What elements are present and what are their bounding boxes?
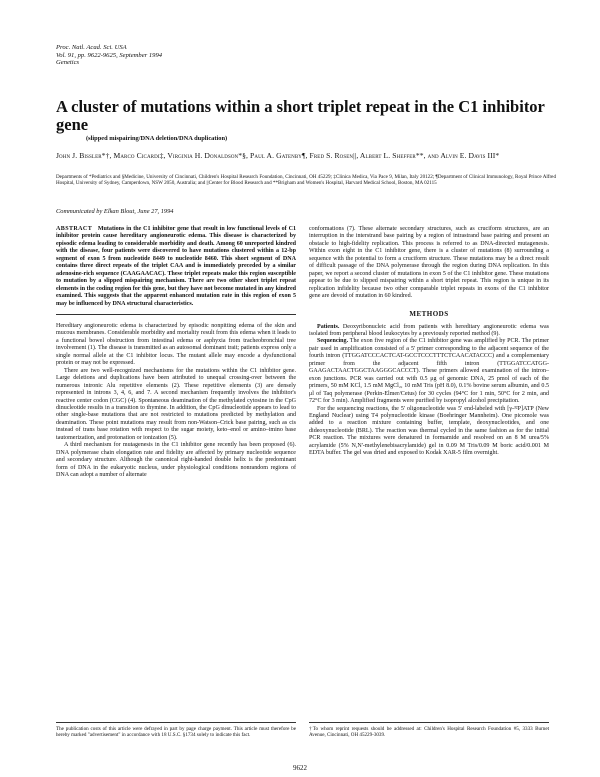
sequencing-text: The exon five region of the C1 inhibitor gene was amplified by PCR. The primer pair used in amplification consisted of a 5' primer corresponding to the adjacent sequence of the fourth intron (TTGGATCCCACTCAT-GCCTCCCTTTCTCAACATACCC) and a complementary primer from the adjacent fifth intron (TTGGATCCATGG-GAAGACTAACTGGCTAAGGGCACCCT). These primers allowed examination of the intron–exon junctions. PCR was carried out with 0.5 μg of genomic DNA, 25 pmol of each of the primers, 50 mM KCl, 1.5 mM MgCl₂, 10 mM Tris (pH 8.0), 0.1% bovine serum albumin, and 0.5 μl of Taq polymerase (Perkin-Elmer/Cetus) for 30 cycles (94°C for 1 min, 50°C for 2 min, and 72°C for 3 min). Amplified fragments were purified by isopropyl alcohol precipitation. <box>309 338 549 405</box>
intro-paragraph: There are two well-recognized mechanisms for the mutations within the C1 inhibitor gene. Large deletions and duplications have been attributed to unequal crossing-over between the numerous intronic Alu repetitive elements (2). These repetitive elements (3) are densely represented in introns 3, 4, 6, and 7. A second mechanism frequently involves the inhibitor's reactive center codon (CGC) (4). Spontaneous deamination of the methylated cytosine in the CpG dinucleotide results in a transition to thymine. In addition, the CpG dinucleotide appears to lead to other single-base mutations that are not restricted to mutations predicted by methylation and deamination. These point mutations may result from non-Watson–Crick base pairing, such as cis instead of trans base rotation with respect to the sugar moiety, keto–enol or amino–imino base tautomerization, and protonation or ionization (5). <box>56 367 296 441</box>
communicated-by: Communicated by Elkan Blout, June 27, 1994 <box>56 208 174 215</box>
abstract-label: ABSTRACT <box>56 226 93 232</box>
keywords: (slipped mispairing/DNA deletion/DNA duplication) <box>86 135 228 142</box>
author-list: John J. Bissler*†, Marco Cicardi‡, Virginia H. Donaldson*§, Paul A. Gatenby¶, Fred S. Rosen||, Albert L. Sheffer**, and Alvin E. Davis III* <box>56 151 500 160</box>
left-column <box>56 226 296 480</box>
paper-title: A cluster of mutations within a short triplet repeat in the C1 inhibitor gene <box>56 97 545 134</box>
patients-label: Patients. <box>317 323 340 330</box>
intro-paragraph: Hereditary angioneurotic edema is characterized by episodic nonpitting edema of the skin and mucous membranes. Considerable morbidity and mortality result from this edema when it leads to a functional bowel obstruction from intestinal edema or asphyxia from tracheobronchial tree involvement (1). The disease is transmitted as an autosomal dominant trait; patients express only a single normal allele at the C1 inhibitor locus. The mutant allele may encode a dysfunctional protein or may not be expressed. <box>56 322 296 367</box>
journal-section: Genetics <box>56 59 80 67</box>
journal-volume: Vol. 91, pp. 9622-9625, September 1994 <box>56 51 163 59</box>
patients-text: Deoxyribonucleic acid from patients with hereditary angioneurotic edema was isolated from peripheral blood leukocytes by a previously reported method (9). <box>309 323 549 337</box>
affiliations: Departments of *Pediatrics and §Medicine, University of Cincinnati, Children's Hospital Research Foundation, Cincinnati, OH 45229; ‡Clinica Medica, Via Pace 9, Milan, Italy 20122; ¶Department of Clinical Immunology, Royal Prince Alfred Hospital, University of Sydney, Camperdown, NSW 2050, Australia; and ||Center for Blood Research and **Brigham and Women's Hospital, Harvard Medical School, Boston, MA 02115 <box>56 174 556 187</box>
methods-sequencing <box>309 338 549 405</box>
methods-patients <box>309 324 549 339</box>
intro-paragraph: A third mechanism for mutagenesis in the C1 inhibitor gene recently has been proposed (6). DNA polymerase chain elongation rate and fidelity are affected by primary nucleotide sequence and secondary structure. Although the canonical right-handed double helix is the predominant form of DNA in the eukaryotic nucleus, under physiological conditions nonrandom regions of DNA can adopt a number of alternate <box>56 442 296 479</box>
page-number: 9622 <box>293 764 307 772</box>
methods-heading: METHODS <box>409 309 449 318</box>
footnote-publication: The publication costs of this article were defrayed in part by page charge payment. This article must therefore be hereby marked "advertisement" in accordance with 18 U.S.C. §1734 solely to indicate this fact. <box>56 722 296 739</box>
journal-header <box>56 44 162 67</box>
abstract-text: Mutations in the C1 inhibitor gene that result in low functional levels of C1 inhibitor protein cause hereditary angioneurotic edema. This disease is characterized by episodic edema leading to considerable morbidity and death. Among 60 unreported kindred with the disease, four patients were discovered to have mutations clustered within a 12-bp segment of exon 5 from nucleotide 8449 to nucleotide 8460. This short segment of DNA contains three direct repeats of the triplet CAA and is immediately preceded by a similar adenosine-rich sequence (CAAGAACAC). These triplet repeats make this region susceptible to mutation by a slipped mispairing mechanism. There are two other short triplet repeat elements in the coding region for this gene, but they have not become mutated in any kindred examined. This suggests that the apparent enhanced mutation rate in this region of exon 5 may be influenced by DNA structural characteristics. <box>56 226 296 307</box>
footnote-reprints: †To whom reprint requests should be addressed at: Children's Hospital Research Foundation #5, 3333 Burnet Avenue, Cincinnati, OH 45229-3039. <box>309 722 549 739</box>
abstract-divider <box>56 314 296 315</box>
right-column <box>309 226 549 458</box>
sequencing-label: Sequencing. <box>317 338 349 345</box>
abstract <box>56 226 296 308</box>
intro-continued: conformations (7). These alternate secondary structures, such as cruciform structures, are an interruption in the interstrand base pairing by a region of intrastrand base pairing and present an obstacle to high-fidelity replication. This process is referred to as DNA-directed mutagenesis. Within exon eight in the C1 inhibitor gene, there is a cluster of mutations (8) surrounding a sequence with the potential to form a cruciform structure. These mutations may be a direct result of difficult passage of the DNA polymerase through the region during DNA replication. In this paper, we report a second cluster of mutations in exon 5 of the C1 inhibitor gene. These mutations appear to be due to slipped mispairing within a short triplet repeat. This region is unique in its replication infidelity because two other comparable triplet repeats in exons of the C1 inhibitor gene are devoid of mutation in 60 kindred. <box>309 226 549 300</box>
journal-citation: Proc. Natl. Acad. Sci. USA <box>56 44 127 51</box>
methods-sequencing-2: For the sequencing reactions, the 5' oligonucleotide was 5' end-labeled with [γ-³²P]ATP (New England Nuclear) using T4 polynucleotide kinase (Boehringer Mannheim). One picomole was added to a reaction mixture containing buffer, template, deoxynucleotides, and one dideoxynucleotide (BRL). The reaction was thermal cycled in the same fashion as for the initial PCR reaction. The mixtures were denatured in formamide and resolved on an 8 M urea/5% acrylamide (5% N,N'-methylenebisacrylamide) gel in 0.09 M Tris/0.09 M boric acid/0.001 M EDTA buffer. The gel was dried and exposed to Kodak XAR-5 film overnight. <box>309 405 549 457</box>
